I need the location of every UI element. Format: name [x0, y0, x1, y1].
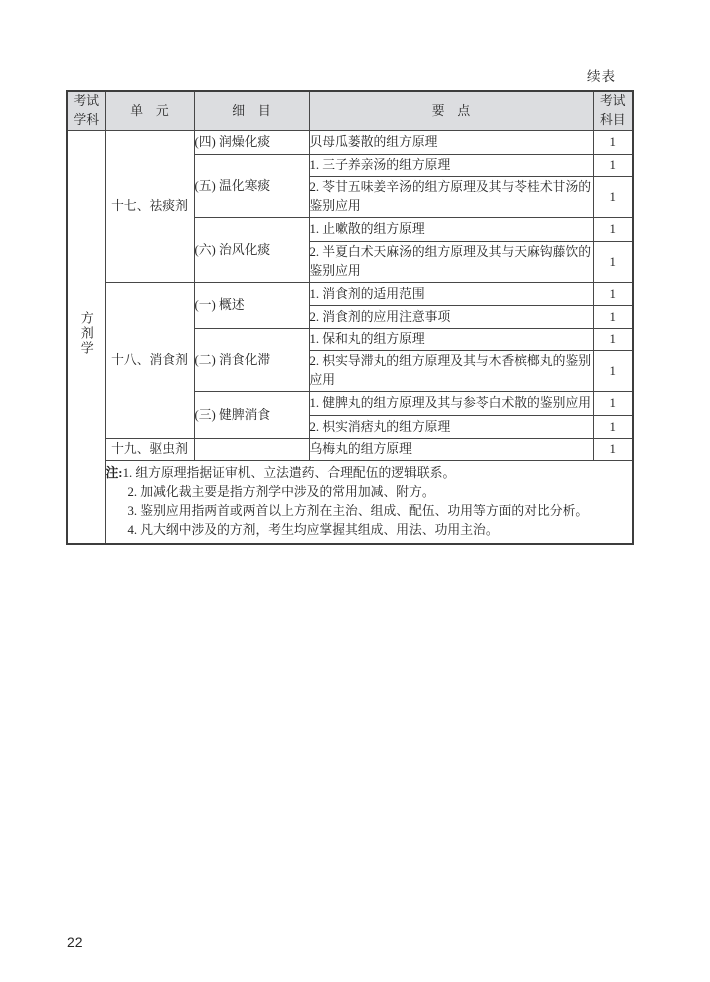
unit-cell-17: 十七、祛痰剂	[105, 131, 194, 283]
page-number: 22	[67, 934, 83, 950]
header-row	[67, 91, 633, 131]
score-cell: 1	[593, 329, 633, 351]
unit-cell-19: 十九、驱虫剂	[105, 439, 194, 461]
detail-cell-zhifeng: (六) 治风化痰	[194, 218, 309, 283]
header-detail: 细 目	[194, 91, 309, 131]
point-cell: 1. 健脾丸的组方原理及其与参苓白术散的鉴别应用	[309, 392, 593, 416]
detail-cell-runzao: (四) 润燥化痰	[194, 131, 309, 155]
header-exam-course: 考试 科目	[593, 91, 633, 131]
note-text: 1. 组方原理指据证审机、立法遣药、合理配伍的逻辑联系。	[122, 465, 456, 480]
detail-cell-wenhua: (五) 温化寒痰	[194, 155, 309, 218]
point-cell: 1. 止嗽散的组方原理	[309, 218, 593, 242]
syllabus-table	[66, 90, 634, 545]
score-cell: 1	[593, 416, 633, 439]
subject-label: 方剂学	[78, 311, 94, 357]
table-row	[67, 439, 633, 461]
unit-cell-18: 十八、消食剂	[105, 283, 194, 439]
note-line: 3. 鉴别应用指两首或两首以上方剂在主治、组成、配伍、功用等方面的对比分析。	[127, 503, 589, 518]
table-row	[67, 131, 633, 155]
point-cell: 乌梅丸的组方原理	[309, 439, 593, 461]
point-cell: 2. 消食剂的应用注意事项	[309, 306, 593, 329]
score-cell: 1	[593, 177, 633, 218]
point-cell: 1. 三子养亲汤的组方原理	[309, 155, 593, 177]
exam-subject-cell	[67, 131, 105, 544]
detail-cell-gaishu: (一) 概述	[194, 283, 309, 329]
score-cell: 1	[593, 131, 633, 155]
score-cell: 1	[593, 283, 633, 306]
notes-cell	[105, 461, 633, 544]
detail-cell-empty	[194, 439, 309, 461]
note-line	[106, 464, 633, 483]
table-row	[67, 283, 633, 306]
score-cell: 1	[593, 351, 633, 392]
header-keypoints: 要 点	[309, 91, 593, 131]
point-cell: 1. 消食剂的适用范围	[309, 283, 593, 306]
point-cell: 2. 枳实导滞丸的组方原理及其与木香槟榔丸的鉴别应用	[309, 351, 593, 392]
point-cell: 2. 苓甘五味姜辛汤的组方原理及其与苓桂术甘汤的鉴别应用	[309, 177, 593, 218]
note-line: 2. 加减化裁主要是指方剂学中涉及的常用加减、附方。	[127, 484, 435, 499]
score-cell: 1	[593, 242, 633, 283]
score-cell: 1	[593, 306, 633, 329]
note-line: 4. 凡大纲中涉及的方剂，考生均应掌握其组成、用法、功用主治。	[127, 522, 499, 537]
continued-table-label: 续表	[587, 69, 616, 84]
syllabus-table-container	[66, 90, 634, 545]
score-cell: 1	[593, 439, 633, 461]
detail-cell-xiaoshi-huazhi: (二) 消食化滞	[194, 329, 309, 392]
header-exam-subject: 考试 学科	[67, 91, 105, 131]
point-cell: 2. 半夏白术天麻汤的组方原理及其与天麻钩藤饮的鉴别应用	[309, 242, 593, 283]
notes-row	[67, 461, 633, 544]
score-cell: 1	[593, 392, 633, 416]
header-unit: 单 元	[105, 91, 194, 131]
score-cell: 1	[593, 218, 633, 242]
detail-cell-jianpi: (三) 健脾消食	[194, 392, 309, 439]
note-prefix: 注:	[105, 465, 123, 480]
score-cell: 1	[593, 155, 633, 177]
point-cell: 2. 枳实消痞丸的组方原理	[309, 416, 593, 439]
point-cell: 1. 保和丸的组方原理	[309, 329, 593, 351]
point-cell: 贝母瓜蒌散的组方原理	[309, 131, 593, 155]
